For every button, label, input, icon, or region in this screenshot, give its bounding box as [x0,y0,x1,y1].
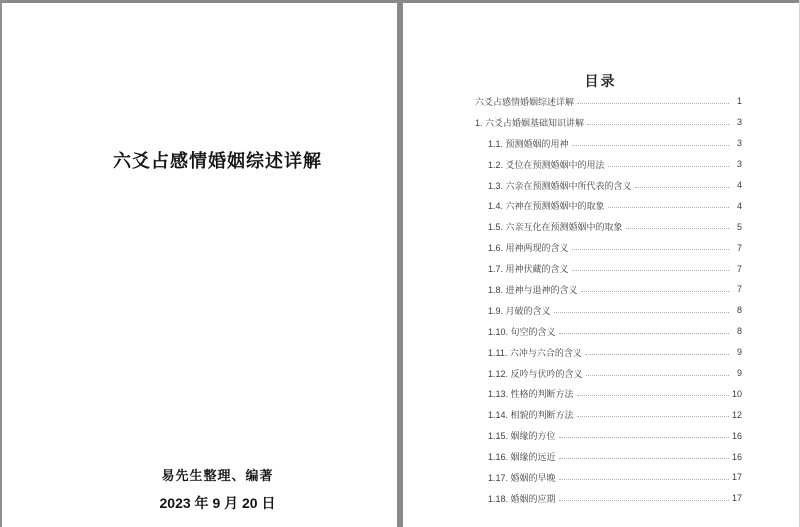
toc-entry[interactable] [475,154,742,175]
date-line: 2023 年 9 月 20 日 [159,495,276,511]
toc-dot-leader [559,458,729,459]
toc-entry-label: 1.3. 六亲在预测婚姻中所代表的含义 [488,180,632,191]
toc-dot-leader [577,103,729,104]
toc-entry[interactable] [475,404,742,425]
toc-entry-label: 1.1. 预测婚姻的用神 [488,138,569,149]
toc-dot-leader [581,291,729,292]
toc-entry-page-number: 5 [736,221,742,232]
toc-entry-page-number: 7 [736,242,742,253]
toc-entry-label: 1. 六爻占婚姻基础知识讲解 [475,117,585,128]
toc-entry-label: 1.6. 用神两现的含义 [488,243,569,254]
toc-dot-leader [559,437,729,438]
toc-entry[interactable] [475,237,742,258]
toc-dot-leader [554,312,729,313]
toc-entry-label: 1.9. 月破的含义 [488,305,551,316]
toc-entry-label: 1.13. 性格的判断方法 [488,389,574,400]
toc-dot-leader [559,500,729,501]
toc-entry[interactable] [475,112,742,133]
toc-entry[interactable] [475,175,742,196]
toc-entry-label: 1.8. 进神与退神的含义 [488,284,578,295]
toc-entry[interactable] [475,446,742,467]
toc-entry-page-number: 8 [736,326,742,337]
toc-dot-leader [572,145,729,146]
toc-dot-leader [577,416,729,417]
toc-entry-page-number: 17 [731,493,742,504]
toc-entry-label: 1.5. 六亲互化在预测婚姻中的取象 [488,222,623,233]
toc-dot-leader [586,375,729,376]
toc-entry-page-number: 3 [736,159,742,170]
toc-dot-leader [559,333,729,334]
toc-entry[interactable] [475,467,742,488]
toc-heading: 目录 [584,73,617,89]
toc-dot-leader [587,124,729,125]
toc-entry[interactable] [475,195,742,216]
cover-page [2,3,397,527]
toc-entry[interactable] [475,91,742,112]
toc-entry-label: 1.14. 相貌的判断方法 [488,410,574,421]
toc-list [475,91,742,509]
toc-entry[interactable] [475,321,742,342]
toc-dot-leader [572,270,729,271]
toc-dot-leader [626,228,729,229]
toc-dot-leader [608,207,729,208]
toc-entry-label: 1.16. 姻缘的远近 [488,452,556,463]
toc-entry-page-number: 3 [736,117,742,128]
toc-entry[interactable] [475,383,742,404]
toc-entry-label: 1.11. 六冲与六合的含义 [488,347,582,358]
toc-entry[interactable] [475,133,742,154]
toc-entry-page-number: 12 [731,409,742,420]
toc-dot-leader [559,479,729,480]
toc-entry-page-number: 7 [736,284,742,295]
toc-entry-page-number: 1 [736,96,742,107]
toc-entry[interactable] [475,258,742,279]
toc-entry-page-number: 17 [731,472,742,483]
toc-entry-page-number: 9 [736,368,742,379]
toc-entry[interactable] [475,342,742,363]
toc-entry[interactable] [475,488,742,509]
toc-entry-label: 1.12. 反吟与伏吟的含义 [488,368,583,379]
cover-footer [38,465,397,513]
toc-entry-page-number: 4 [736,200,742,211]
toc-dot-leader [577,395,729,396]
document-title: 六爻占感情婚姻综述详解 [113,151,322,171]
toc-entry-page-number: 4 [736,180,742,190]
toc-dot-leader [585,354,729,355]
toc-dot-leader [635,187,729,188]
toc-entry-label: 1.17. 婚姻的早晚 [488,472,556,483]
toc-dot-leader [572,249,729,250]
author-line: 易先生整理、编著 [161,468,274,483]
toc-entry-page-number: 10 [731,388,742,399]
toc-entry-page-number: 3 [736,138,742,149]
toc-entry[interactable] [475,300,742,321]
toc-entry[interactable] [475,425,742,446]
toc-entry[interactable] [475,216,742,237]
toc-entry-label: 1.7. 用神伏藏的含义 [488,264,569,275]
toc-entry[interactable] [475,279,742,300]
toc-entry-page-number: 7 [736,263,742,274]
toc-entry-label: 六爻占感情婚姻综述详解 [475,96,575,107]
toc-dot-leader [608,166,729,167]
toc-entry-label: 1.2. 爻位在预测婚姻中的用法 [488,159,605,170]
toc-entry-label: 1.4. 六神在预测婚姻中的取象 [488,201,605,212]
toc-entry-label: 1.15. 姻缘的方位 [488,431,556,442]
toc-entry-page-number: 8 [736,305,742,316]
toc-entry[interactable] [475,363,742,384]
toc-entry-page-number: 9 [736,347,742,358]
toc-entry-page-number: 16 [731,451,742,462]
toc-page [403,3,798,527]
toc-entry-page-number: 16 [731,430,742,441]
toc-entry-label: 1.18. 婚姻的应期 [488,493,556,504]
toc-entry-label: 1.10. 旬空的含义 [488,326,556,337]
